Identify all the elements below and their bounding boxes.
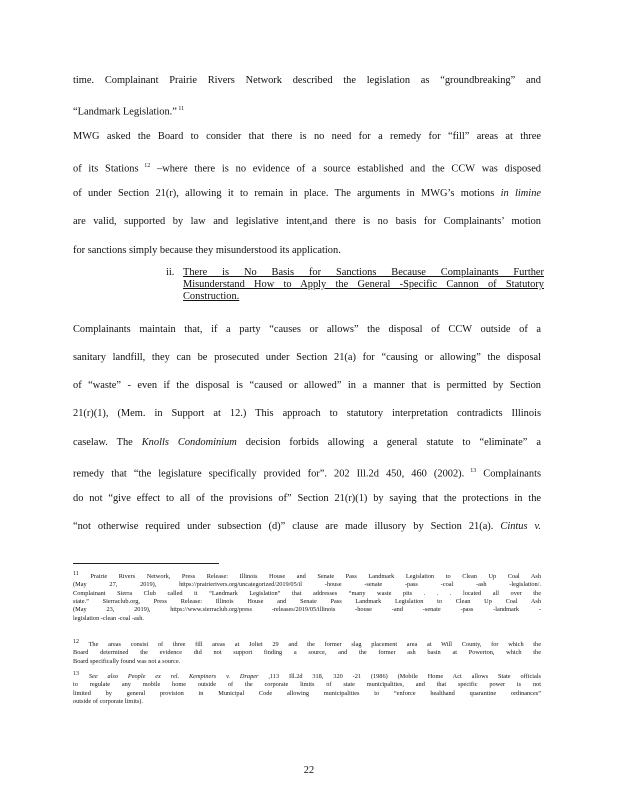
body-line xyxy=(73,75,541,87)
heading-text xyxy=(183,267,544,303)
footnote-line: state.” Sierraclub.org, Press Release: Illinois House and Senate Pass Landmark Legislation to Clean Up Coal Ash xyxy=(73,597,541,605)
footnote-separator xyxy=(73,563,219,564)
body-line xyxy=(73,521,541,533)
footnote-line: outside of corporate limits). xyxy=(73,697,143,705)
body-line-text: sanitary landfill, they can be prosecuted under Section 21(a) for “causing or allowing” the disposal xyxy=(73,352,541,363)
heading-line: Misunderstand How to Apply the General -Specific Cannon of Statutory xyxy=(183,279,544,290)
body-line xyxy=(73,465,541,480)
footnote-mark: 11 xyxy=(73,571,79,577)
body-line xyxy=(73,408,541,420)
body-line xyxy=(73,131,541,143)
italic-text: See also People ex rel. Kempiners v. Draper xyxy=(79,673,259,681)
footnote-line: legislation -clean -coal -ash. xyxy=(73,614,144,622)
italic-text: Cintus v. xyxy=(493,521,541,532)
italic-text: in limine xyxy=(494,188,541,199)
body-line-text: of under Section 21(r), allowing it to remain in place. The arguments in MWG’s motions xyxy=(73,188,495,199)
footnote-line: Board determined the evidence did not support finding a source, and the former ash basin at Powerton, which the xyxy=(73,649,541,657)
body-line-text: do not “give effect to all of the provisions of” Section 21(r)(1) by saying that the protections in the xyxy=(73,493,541,504)
body-line xyxy=(73,245,541,257)
footnote-line: Complainant Sierra Club called it “Landmark Legislation” that addresses “many waste pits . . . located all over the xyxy=(73,589,541,597)
footnote-line: 11 Prairie Rivers Network, Press Release: Illinois House and Senate Pass Landmark Legislation to Clean Up Coal Ash xyxy=(73,571,541,581)
footnote-line: 13 See also People ex rel. Kempiners v. Draper ,113 Ill.2d 318, 320 -21 (1986) (Mobile Home Act allows State officials xyxy=(73,671,541,681)
body-line xyxy=(73,437,541,449)
footnote-line: to regulate any mobile home outside of the corporate limits of state municipalities, and that specific power is not xyxy=(73,681,541,689)
body-line-text: 21(r)(1), (Mem. in Support at 12.) This approach to statutory interpretation contradicts Illinois xyxy=(73,408,541,419)
body-line-text: time. Complainant Prairie Rivers Network described the legislation as “groundbreaking” and xyxy=(73,75,541,86)
footnote-mark: 12 xyxy=(73,639,79,645)
body-line-text: of “waste” - even if the disposal is “caused or allowed” in a manner that is permitted by Section xyxy=(73,380,541,391)
body-line xyxy=(73,103,541,118)
footnote xyxy=(73,670,541,706)
italic-text: Knolls Condominium xyxy=(132,437,246,448)
footnote xyxy=(73,570,541,623)
body-line xyxy=(73,160,541,175)
body-line-text: caselaw. The xyxy=(73,437,133,448)
footnote-reference[interactable]: 11 xyxy=(176,106,185,112)
body-line-text: decision forbids allowing a general statute to “eliminate” a xyxy=(245,437,541,448)
body-line-text: Complainants xyxy=(476,468,542,480)
footnote xyxy=(73,638,541,666)
footnote-mark: 13 xyxy=(73,671,79,677)
body-line-text: MWG asked the Board to consider that there is no need for a remedy for “fill” areas at three xyxy=(73,131,541,142)
body-line-text: Complainants maintain that, if a party “causes or allows” the disposal of CCW outside of a xyxy=(73,324,541,335)
body-line-text: remedy that “the legislature specifically provided for”. 202 Ill.2d 450, 460 (2002). xyxy=(73,468,465,480)
footnote-line: (May 23, 2019), https://www.sierraclub.org/press -releases/2019/05/illinois -house -and -senate -pass -landmark - xyxy=(73,606,541,614)
body-line xyxy=(73,188,541,200)
body-line-text: are valid, supported by law and legislative intent,and there is no basis for Complainants’ motion xyxy=(73,216,541,227)
body-line-text: “not otherwise required under subsection (d)” clause are made illusory by Section 21(a). xyxy=(73,521,494,532)
body-line xyxy=(73,493,541,505)
footnote-line: 12 The areas consist of three fill areas at Joliet 29 and the former slag placement area at Will County, for which the xyxy=(73,639,541,649)
body-line xyxy=(73,216,541,228)
page-number: 22 xyxy=(303,765,315,776)
body-line-text: –where there is no evidence of a source established and the CCW was disposed xyxy=(150,163,542,175)
body-line-text: “Landmark Legislation.” xyxy=(73,106,177,118)
footnote-reference[interactable]: 13 xyxy=(464,468,477,474)
body-line xyxy=(73,380,541,392)
heading-line: Construction. xyxy=(183,291,240,302)
footnote-line: limited by general provision in Municipal Code allowing municipalities to “enforce healthand quarantine ordinances” xyxy=(73,689,541,697)
footnote-reference[interactable]: 12 xyxy=(138,163,151,169)
footnote-line: Board specifically found was not a source. xyxy=(73,657,181,665)
heading-line: There is No Basis for Sanctions Because Complainants Further xyxy=(183,267,544,278)
heading-number: ii. xyxy=(166,267,175,278)
body-line xyxy=(73,352,541,364)
body-line-text: of its Stations xyxy=(73,163,139,175)
body-line xyxy=(73,324,541,336)
body-line-text: for sanctions simply because they misunderstood its application. xyxy=(73,245,341,256)
footnote-line: (May 27, 2019), https://prairierivers.org/uncategorized/2019/05/il -house -senate -pass -coal -ash -legislation/. xyxy=(73,581,541,589)
